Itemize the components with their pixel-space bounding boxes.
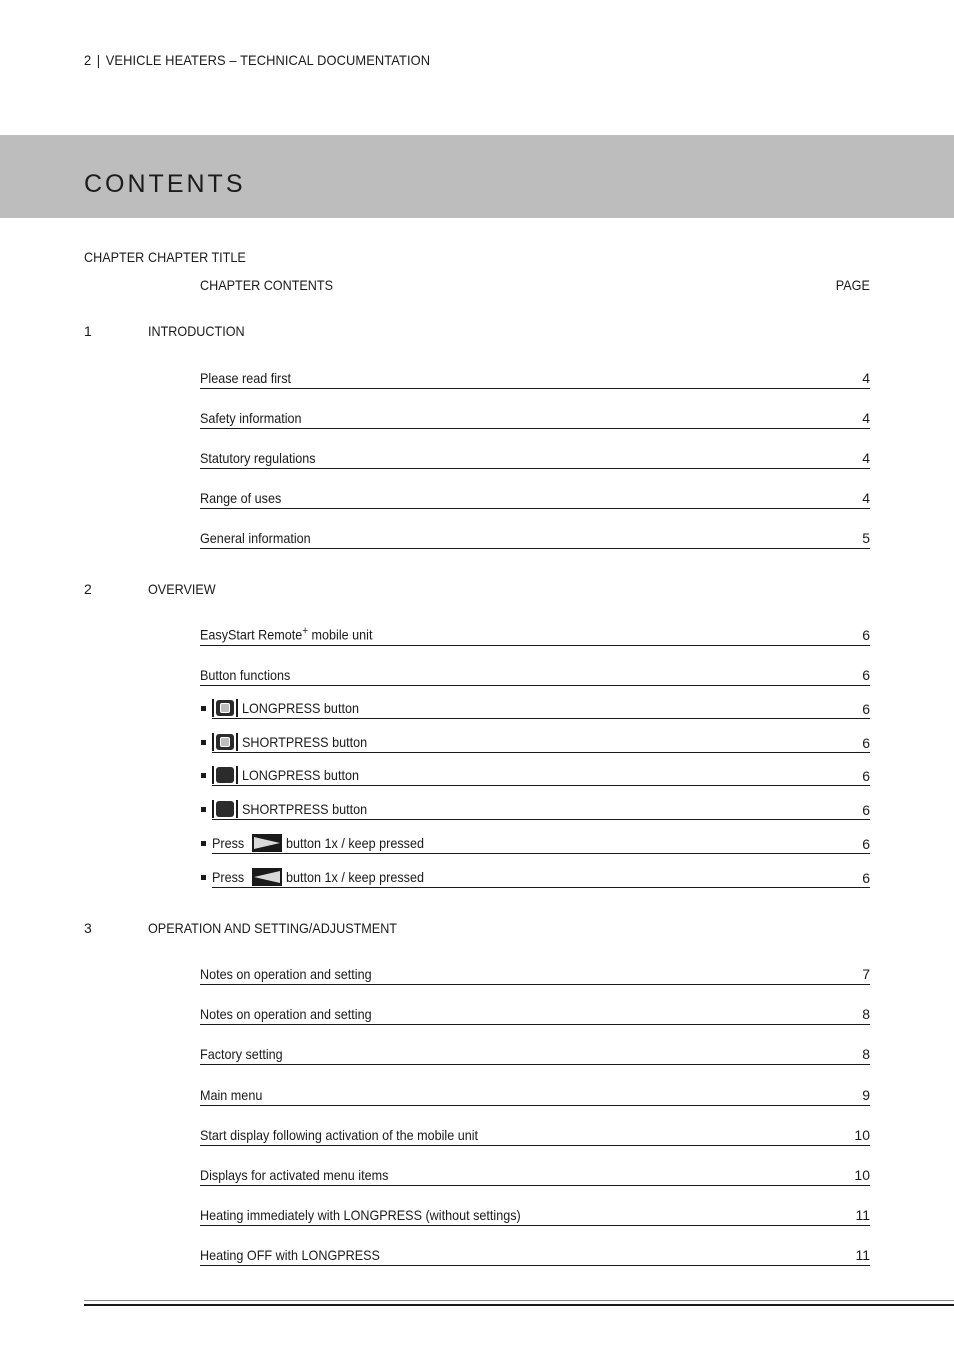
toc-entry-page: 7 — [862, 966, 870, 982]
toc-entry-label: General information — [200, 530, 311, 546]
toc-entry[interactable] — [200, 1083, 870, 1106]
bullet-icon — [201, 740, 206, 745]
bullet-icon — [201, 773, 206, 778]
chapter-title: OPERATION AND SETTING/ADJUSTMENT — [148, 920, 397, 936]
document-title: VEHICLE HEATERS – TECHNICAL DOCUMENTATION — [105, 52, 431, 68]
toc-entry-page: 11 — [855, 1207, 870, 1223]
running-header — [84, 52, 430, 68]
toc-entry-label: Heating OFF with LONGPRESS — [200, 1247, 380, 1263]
toc-entry[interactable] — [200, 446, 870, 469]
toc-entry[interactable] — [200, 1123, 870, 1146]
footer-rule-thin — [84, 1300, 954, 1301]
toc-entry-label: Main menu — [200, 1087, 263, 1103]
solid-button-icon — [212, 800, 238, 818]
toc-sub-entry[interactable] — [200, 864, 870, 888]
chapter-number: 2 — [84, 581, 92, 597]
toc-entry-page: 4 — [862, 370, 870, 386]
bullet-icon — [201, 706, 206, 711]
toc-entry-label: Button functions — [200, 667, 291, 683]
toc-entry-label: Safety information — [200, 410, 302, 426]
toc-entry-page: 4 — [862, 490, 870, 506]
toc-entry-page: 5 — [862, 530, 870, 546]
toc-entry-label: Displays for activated menu items — [200, 1167, 389, 1183]
toc-entry-page: 11 — [855, 1247, 870, 1263]
toc-entry-label: LONGPRESS button — [242, 767, 359, 783]
toc-entry-label: button 1x / keep pressed — [286, 869, 424, 885]
toc-entry-page: 6 — [862, 701, 870, 717]
toc-entry[interactable] — [200, 1002, 870, 1025]
toc-entry-label: Heating immediately with LONGPRESS (without settings) — [200, 1207, 521, 1223]
toc-entry-label: EasyStart Remote+ mobile unit — [200, 625, 373, 643]
left-arrow-button-icon — [252, 868, 282, 886]
toc-entry-page: 10 — [854, 1127, 870, 1143]
bullet-icon — [201, 841, 206, 846]
toc-entry-label: button 1x / keep pressed — [286, 835, 424, 851]
toc-sub-entry[interactable] — [200, 796, 870, 820]
toc-entry-label: Factory setting — [200, 1046, 283, 1062]
chapter-number: 1 — [84, 323, 92, 339]
toc-entry[interactable] — [200, 526, 870, 549]
toc-entry[interactable] — [200, 1243, 870, 1266]
bullet-icon — [201, 875, 206, 880]
toc-entry-page: 6 — [862, 667, 870, 683]
toc-entry-label: Range of uses — [200, 490, 282, 506]
footer-rule-thick — [84, 1304, 954, 1306]
toc-entry-label: Notes on operation and setting — [200, 966, 372, 982]
toc-entry[interactable] — [200, 486, 870, 509]
contents-title: CONTENTS — [84, 170, 246, 198]
page-number: 2 — [84, 52, 92, 68]
toc-entry-page: 6 — [862, 870, 870, 886]
toc-entry[interactable] — [200, 1042, 870, 1065]
chapter-title: OVERVIEW — [148, 581, 216, 597]
toc-entry[interactable] — [200, 406, 870, 429]
col-header-page: PAGE — [835, 277, 870, 293]
right-arrow-button-icon — [252, 834, 282, 852]
toc-entry-label: LONGPRESS button — [242, 700, 359, 716]
chapter-title: INTRODUCTION — [148, 323, 245, 339]
toc-entry[interactable] — [200, 663, 870, 686]
toc-entry-label: Start display following activation of the mobile unit — [200, 1127, 479, 1143]
outline-button-icon — [212, 699, 238, 717]
toc-entry[interactable] — [200, 962, 870, 985]
col-header-chapter: CHAPTER — [84, 249, 145, 265]
toc-sub-entry[interactable] — [200, 695, 870, 719]
outline-button-icon — [212, 733, 238, 751]
toc-entry-page: 6 — [862, 836, 870, 852]
header-separator: | — [96, 52, 101, 68]
toc-entry-label: Please read first — [200, 370, 292, 386]
col-header-chapter-title: CHAPTER TITLE — [148, 249, 246, 265]
toc-sub-entry[interactable] — [200, 762, 870, 786]
press-prefix: Press — [212, 869, 245, 885]
toc-entry[interactable] — [200, 1203, 870, 1226]
toc-entry-label: Statutory regulations — [200, 450, 316, 466]
toc-sub-entry[interactable] — [200, 729, 870, 753]
toc-entry[interactable] — [200, 366, 870, 389]
toc-entry[interactable] — [200, 1163, 870, 1186]
toc-entry-page: 4 — [862, 450, 870, 466]
col-header-chapter-contents: CHAPTER CONTENTS — [200, 277, 334, 293]
toc-entry-label: SHORTPRESS button — [242, 801, 368, 817]
toc-entry-page: 8 — [862, 1046, 870, 1062]
toc-entry-label: Notes on operation and setting — [200, 1006, 372, 1022]
toc-entry-page: 8 — [862, 1006, 870, 1022]
toc-entry-page: 6 — [862, 802, 870, 818]
bullet-icon — [201, 807, 206, 812]
toc-entry-label: SHORTPRESS button — [242, 734, 368, 750]
solid-button-icon — [212, 766, 238, 784]
toc-sub-entry[interactable] — [200, 830, 870, 854]
toc-entry-page: 6 — [862, 768, 870, 784]
toc-entry-page: 9 — [862, 1087, 870, 1103]
chapter-number: 3 — [84, 920, 92, 936]
toc-entry-page: 6 — [862, 735, 870, 751]
toc-entry-page: 6 — [862, 627, 870, 643]
toc-entry-page: 10 — [854, 1167, 870, 1183]
toc-entry-page: 4 — [862, 410, 870, 426]
toc-entry[interactable] — [200, 623, 870, 646]
press-prefix: Press — [212, 835, 245, 851]
